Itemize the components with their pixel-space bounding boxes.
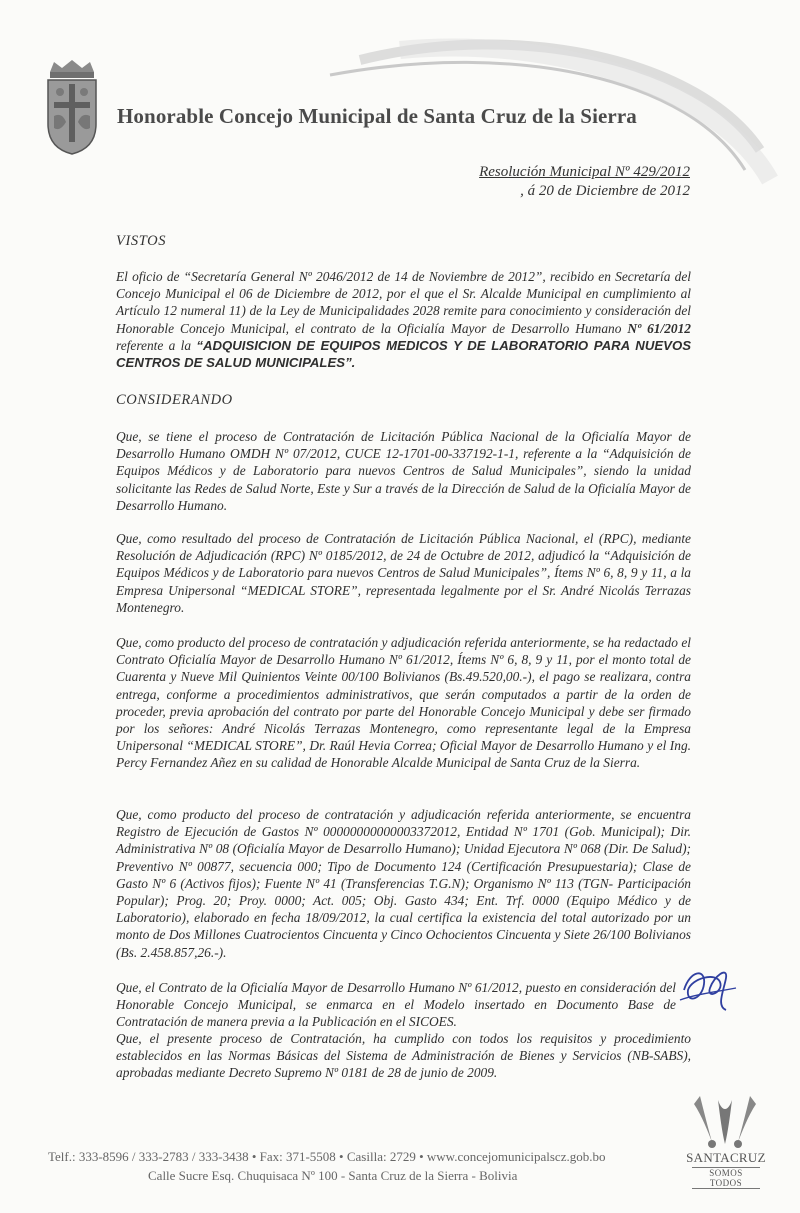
footer-address: Calle Sucre Esq. Chuquisaca Nº 100 - Santa Cruz de la Sierra - Bolivia [148,1168,518,1183]
considerando-heading: CONSIDERANDO [116,392,233,408]
footer [48,1147,668,1185]
handwritten-signature [676,960,740,1018]
vistos-heading: VISTOS [116,233,167,249]
considerando-paragraph-4: Que, como producto del proceso de contratación y adjudicación referida anteriormente, se encuentra Registro de Ejecución de Gastos Nº 00000000000003372012, Entidad Nº 1701 (Gob. Municipal); Dir. Administrativa Nº 08 (Oficialía Mayor de Desarrollo Humano); Unidad Ejecutora Nº 068 (Dir. De Salud); Preventivo Nº 00877, secuencia 000; Tipo de Documento 124 (Certificación Presupuestaria); Clase de Gasto Nº 6 (Activos fijos); Fuente Nº 41 (Transferencias T.G.N); Organismo Nº 113 (TGN- Participación Popular); Prog. 20; Proy. 0000; Act. 005; Obj. Gasto 434; Ent. Trf. 0000 (Equipo Médico y de Laboratorio), elaborado en fecha 18/09/2012, la cual certifica la existencia del total autorizado por un monto de Dos Millones Cuatrocientos Cincuenta y Cinco Ochocientos Cincuenta y Siete 26/100 Bolivianos (Bs. 2.458.857,26.-). [116,807,691,960]
considerando-paragraph-1: Que, se tiene el proceso de Contratación de Licitación Pública Nacional de la Oficialía Mayor de Desarrollo Humano OMDH Nº 07/2012, CUCE 12-1701-00-337192-1-1, referente a la “Adquisición de Equipos Médicos y de Laboratorio para nuevos Centros de Salud Municipales”, siendo la unidad solicitante las Redes de Salud Norte, Este y Sur a través de la Dirección de Salud de la Oficialía Mayor de Desarrollo Humano. [116,429,691,513]
contract-subject: “ADQUISICION DE EQUIPOS MEDICOS Y DE LABORATORIO PARA NUEVOS CENTROS DE SALUD MUNICIPALES”. [116,337,691,371]
org-title: Honorable Concejo Municipal de Santa Cruz de la Sierra [117,104,637,128]
considerando-paragraph-5: Que, el Contrato de la Oficialía Mayor de Desarrollo Humano Nº 61/2012, puesto en consideración del Honorable Concejo Municipal, se enmarca en el Modelo insertado en Documento Base de Contratación de manera previa a la Publicación en el SICOES. [116,980,676,1030]
header-swoosh [0,0,800,260]
vistos-paragraph [116,268,691,371]
considerando-paragraph-2: Que, como resultado del proceso de Contratación de Licitación Pública Nacional, el (RPC), mediante Resolución de Adjudicación (RPC) Nº 0185/2012, de 24 de Octubre de 2012, adjudicó la “Adquisición de Equipos Médicos y de Laboratorio para nuevos Centros de Salud Municipales”, Ítems Nº 6, 8, 9 y 11, a la Empresa Unipersonal “MEDICAL STORE”, representada legalmente por el Sr. André Nicolás Terrazas Montenegro. [116,531,691,615]
vistos-text-b: referente a la [116,337,197,353]
vistos-text-a: El oficio de “Secretaría General Nº 2046/2012 de 14 de Noviembre de 2012”, recibido en Secretaría del Concejo Municipal el 06 de Diciembre de 2012, por el que el Sr. Alcalde Municipal en cumplimiento al Artículo 12 numeral 11) de la Ley de Municipalidades 2028 remite para conocimiento y consideración del Honorable Concejo Municipal, el contrato de la Oficialía Mayor de Desarrollo Humano [116,269,691,336]
considerando-paragraph-6: Que, el presente proceso de Contratación, ha cumplido con todos los requisitos y procedimiento establecidos en las Normas Básicas del Sistema de Administración de Bienes y Servicios (NB-SABS), aprobadas mediante Decreto Supremo Nº 0181 de 28 de junio de 2009. [116,1031,691,1081]
considerando-paragraph-3: Que, como producto del proceso de contratación y adjudicación referida anteriormente, se ha redactado el Contrato Oficialía Mayor de Desarrollo Humano Nº 61/2012, Ítems Nº 6, 8, 9 y 11, por el monto total de Cuarenta y Nueve Mil Quinientos Veinte 00/100 Bolivianos (Bs.49.520,00.-), el pago se realizara, contra entrega, conforme a procedimientos administrativos, que serán computados a partir de la orden de proceder, previa aprobación del contrato por parte del Honorable Concejo Municipal y debe ser firmado por los señores: André Nicolás Terrazas Montenegro, como representante legal de la Empresa Unipersonal “MEDICAL STORE”, Dr. Raúl Hevia Correa; Oficial Mayor de Desarrollo Humano y el Ing. Percy Fernandez Añez en su calidad de Honorable Alcalde Municipal de Santa Cruz de la Sierra. [116,635,691,771]
logo-text-santacruz: SANTACRUZ [686,1150,766,1165]
resolution-number: Resolución Municipal Nº 429/2012 [479,164,690,180]
resolution-date: , á 20 de Diciembre de 2012 [520,183,690,199]
contract-number: Nº 61/2012 [627,320,691,336]
footer-contact: Telf.: 333-8596 / 333-2783 / 333-3438 • Fax: 371-5508 • Casilla: 2729 • www.concejomunicipalscz.gob.bo [48,1149,606,1164]
coat-of-arms-icon [40,58,104,158]
logo-text-somos-todos: SOMOS TODOS [692,1167,760,1189]
resolution-block [479,163,690,201]
